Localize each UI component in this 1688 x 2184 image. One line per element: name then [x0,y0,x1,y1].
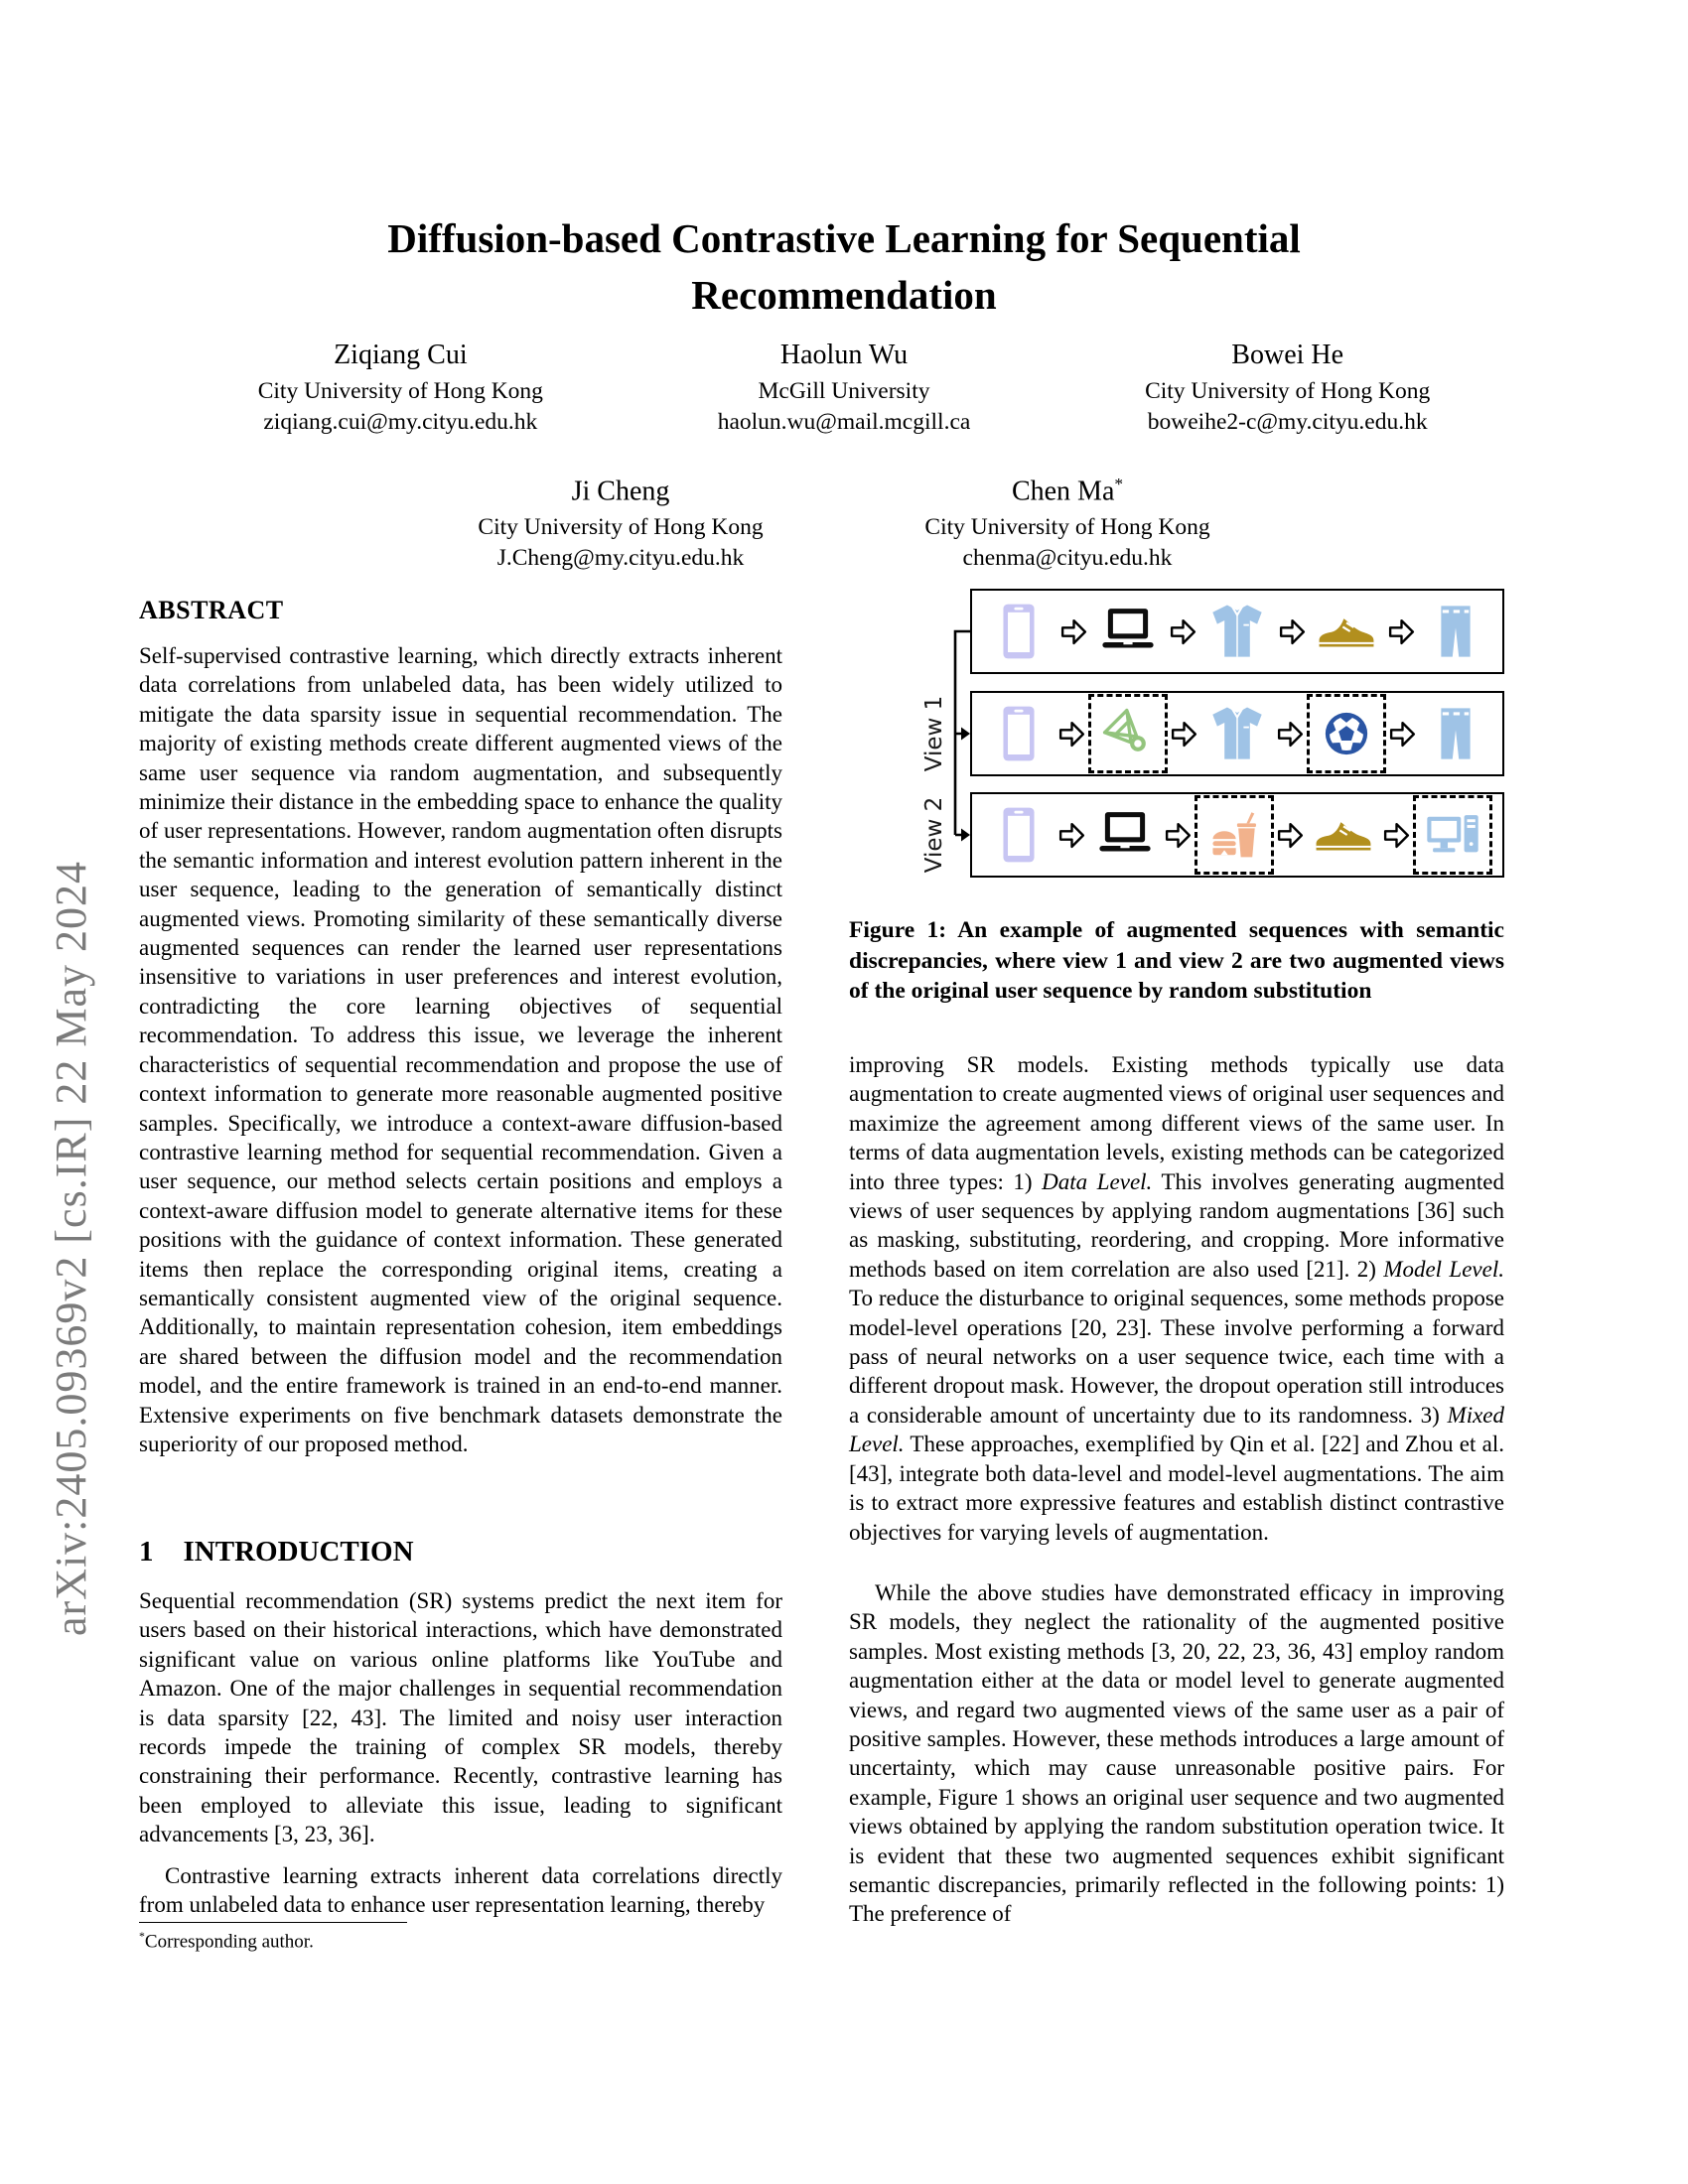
author-email: J.Cheng@my.cityu.edu.hk [496,545,745,572]
arrow-right-icon [1277,719,1304,750]
author-name: Haolun Wu [779,340,909,370]
author-block [179,340,623,438]
author-name: Ji Cheng [571,476,670,507]
fast-food-icon [1195,795,1274,875]
arrow-right-icon [1277,820,1304,851]
view-1-sequence-row [970,691,1504,776]
author-block [844,475,1291,574]
view-2-sequence-row [970,792,1504,878]
right-column-paragraph-1: improving SR models. Existing methods typically use data augmentation to create augmented views of original user sequences and maximize the agreement among different views of the same user. In terms of data augmentation levels, existing methods can be categorized into three types: 1) Data Level. This involves generating augmented views of user sequences by applying random augmentations [36] such as masking, substituting, reordering, and cropping. More informative methods based on item correlation are also used [21]. 2) Model Level. To reduce the disturbance to original sequences, some methods propose model-level operations [20, 23]. These involve performing a forward pass of neural networks on a user sequence twice, each time with a different dropout mask. However, the dropout operation still introduces a considerable amount of uncertainty due to its randomness. 3) Mixed Level. These approaches, exemplified by Qin et al. [22] and Zhou et al. [43], integrate both data-level and model-level augmentations. The aim is to extract more expressive features and establish distinct contrastive objectives for varying levels of augmentation. [849,1052,1504,1545]
arrow-right-icon [1058,820,1085,851]
author-block [1065,340,1509,438]
abstract-heading: ABSTRACT [139,596,284,624]
abstract-text: Self-supervised contrastive learning, which directly extracts inherent data correlations from unlabeled data, has been widely utilized to mitigate the data sparsity issue in sequential recommendation. The majority of existing methods create different augmented views of the same user sequence via random augmentation, and subsequently minimize their distance in the embedding space to enhance the quality of user representations. However, random augmentation often disrupts the semantic information and interest evolution pattern inherent in the user sequence, leading to the generation of semantically distinct augmented views. Promoting similarity of these semantically diverse augmented sequences can render the learned user representations insensitive to variations in user preferences and interest evolution, contradicting the core learning objectives of sequential recommendation. To address this issue, we leverage the inherent characteristics of sequential recommendation and propose the use of context information to generate more reasonable augmented positive samples. Specifically, we introduce a context-aware diffusion-based contrastive learning method for sequential recommendation. Given a user sequence, our method selects certain positions and employs a context-aware diffusion model to generate alternative items for these positions with the guidance of context information. These generated items then replace the corresponding original items, creating a semantically consistent augmented view of the original sequence. Additionally, to maintain representation cohesion, item embeddings are shared between the diffusion model and the recommendation model, and the entire framework is trained in an end-to-end manner. Extensive experiments on five benchmark datasets demonstrate the superiority of our proposed method. [139,643,782,1456]
author-email: ziqiang.cui@my.cityu.edu.hk [263,409,538,435]
arrow-right-icon [1388,616,1415,647]
author-block [623,340,1066,438]
shuttlecock-icon [1088,694,1168,773]
desktop-computer-icon [1413,795,1492,875]
smartphone-icon [982,697,1055,770]
corresponding-author-asterisk: * [1114,475,1124,493]
arrow-right-icon [1058,719,1085,750]
smartphone-icon [982,798,1055,872]
arrow-right-icon [1171,719,1197,750]
figure-1-caption: Figure 1: An example of augmented sequences with semantic discrepancies, where view 1 and view 2 are two augmented views of the original user sequence by random substitution [849,917,1504,1004]
authors-row-2 [397,475,1291,574]
shoe-icon [1310,595,1383,668]
right-column-paragraph-2: While the above studies have demonstrated efficacy in improving SR models, they neglect the rationality of the augmented positive samples. Most existing methods [3, 20, 22, 23, 36, 43] employ random augmentation either at the data or model level to generate augmented views, and regard two augmented views of the same user as a pair of positive samples. However, these methods introduces a large amount of uncertainty, which may cause unreasonable positive pairs. For example, Figure 1 shows an original user sequence and two augmented views obtained by applying the random substitution operation twice. It is evident that these two augmented sequences exhibit significant semantic discrepancies, primarily reflected in the following points: 1) The preference of [849,1580,1504,1927]
authors-row-1 [179,340,1509,438]
arrow-right-icon [1060,616,1087,647]
footnote-marker: * [139,1930,145,1943]
author-affiliation: City University of Hong Kong [1145,378,1431,404]
jeans-icon [1419,595,1492,668]
figure-1 [849,589,1504,887]
section-1-heading [139,1536,782,1569]
arxiv-watermark: arXiv:2405.09369v2 [cs.IR] 22 May 2024 [47,860,95,1636]
shoe-icon [1307,798,1380,872]
author-name: Chen Ma* [1011,475,1124,507]
shirt-icon [1200,595,1274,668]
soccer-ball-icon [1307,694,1386,773]
shirt-icon [1200,697,1274,770]
author-affiliation: McGill University [758,378,930,404]
paper-title: Diffusion-based Contrastive Learning for Sequential Recommendation [387,215,1301,318]
author-affiliation: City University of Hong Kong [257,378,543,404]
author-block [397,475,844,574]
laptop-icon [1088,798,1162,872]
arrow-right-icon [1383,820,1410,851]
section-number: 1 [139,1536,154,1568]
arrow-right-icon [1279,616,1306,647]
author-name: Ziqiang Cui [334,340,468,370]
view-1-label: View 1 [921,695,947,772]
arrow-right-icon [1165,820,1192,851]
intro-paragraph-2: Contrastive learning extracts inherent data correlations directly from unlabeled data to enhance user representation learning, thereby [139,1863,782,1918]
arrow-right-icon [1389,719,1416,750]
section-title: INTRODUCTION [183,1536,414,1568]
author-affiliation: City University of Hong Kong [924,514,1210,541]
original-sequence-row [970,589,1504,674]
footnote-rule [139,1922,407,1923]
view-2-label: View 2 [921,796,947,874]
author-name: Bowei He [1231,340,1344,370]
author-email: haolun.wu@mail.mcgill.ca [717,409,971,435]
corresponding-author-footnote: *Corresponding author. [139,1930,314,1953]
arrow-right-icon [1170,616,1196,647]
author-email: chenma@cityu.edu.hk [962,545,1173,572]
jeans-icon [1419,697,1492,770]
laptop-icon [1091,595,1165,668]
author-email: boweihe2-c@my.cityu.edu.hk [1147,409,1428,435]
author-affiliation: City University of Hong Kong [478,514,764,541]
smartphone-icon [982,595,1055,668]
intro-paragraph-1: Sequential recommendation (SR) systems predict the next item for users based on their historical interactions, which have demonstrated significant value on various online platforms like YouTube and Amazon. One of the major challenges in sequential recommendation is data sparsity [22, 43]. The limited and noisy user interaction records impede the training of complex SR models, thereby constraining their performance. Recently, contrastive learning has been employed to alleviate this issue, leading to significant advancements [3, 23, 36]. [139,1588,782,1847]
